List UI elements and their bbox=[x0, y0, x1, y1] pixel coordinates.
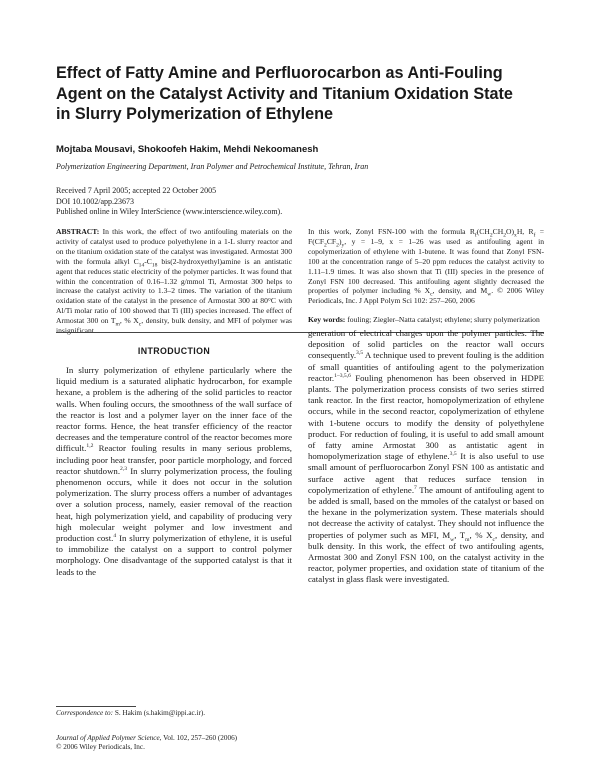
abstract-text: . © 2006 Wiley Periodicals, Inc. J Appl Polym Sci 102: 257–260, 2006 bbox=[308, 286, 545, 306]
abstract-text: = F(CF bbox=[308, 227, 544, 246]
subscript: 14 bbox=[138, 262, 145, 269]
body-text: In slurry polymerization of ethylene particularly where the liquid medium is a saturated aliphatic hydrocarbon, for example hexane, a problem is the adhering of the solid particles to reactor walls. When fouling occurs, the smoothness of the wall surface of the reactor is lost and a polymer layer on the inner face of the reactor forms. Hence, the heat transfer efficiency of the reactor decreases and the temperature control of the reactor becomes more difficult. bbox=[56, 365, 292, 454]
body-left-column bbox=[56, 365, 292, 578]
abstract-text: , density, and M bbox=[432, 286, 488, 296]
citation: 4 bbox=[113, 533, 117, 540]
citation: 7 bbox=[414, 484, 417, 491]
journal-name: Journal of Applied Polymer Science, bbox=[56, 734, 162, 742]
subscript: m bbox=[465, 536, 470, 543]
body-text: It is also useful to use small amount of perfluorocarbon Zonyl FSN 100 as antistatic and surface active agent that reduces surface tension in copolymerization of ethylene. bbox=[308, 451, 544, 495]
abstract-text: , density, bulk density, and MFI of polymer was insignificant. bbox=[56, 316, 292, 336]
keywords-label: Key words: bbox=[308, 315, 346, 325]
journal-copyright: © 2006 Wiley Periodicals, Inc. bbox=[56, 743, 145, 752]
abstract-text: O) bbox=[506, 227, 515, 236]
subscript: 18 bbox=[151, 262, 158, 269]
body-paragraph bbox=[56, 365, 292, 578]
journal-volume: Vol. 102, 257–260 (2006) bbox=[161, 734, 238, 742]
subscript: c bbox=[138, 321, 142, 328]
subscript: m bbox=[115, 321, 120, 328]
body-text: generation of electrical charges upon the polymer particles. The deposition of solid particles on the reactor wall occurs consequently. bbox=[308, 328, 544, 361]
abstract-text: , % X bbox=[119, 316, 139, 326]
author-list: Mojtaba Mousavi, Shokoofeh Hakim, Mehdi Nekoomanesh bbox=[56, 144, 319, 155]
body-text: A technique used to prevent fouling is the addition of small quantities of antifouling agent to the polymerization reactor. bbox=[308, 350, 544, 383]
abstract-text: H, R bbox=[516, 227, 534, 236]
body-text: Fouling phenomenon has been observed in HDPE plants. The polymerization process consists of two series stirred tank reactor. In the first reactor, homopolymerization of ethylene occurs, while in the second reactor, copolymerization of ethylene with 1-butene occurs to modify the density of polyethylene product. For reduction of fouling, it is useful to add small amount of fatty amine Armostat 300 as antistatic agent in homopolymerization stage of ethylene. bbox=[308, 372, 544, 462]
subscript: w bbox=[487, 291, 492, 298]
body-text: Reactor fouling results in many serious problems, including poor heat transfer, poor particle morphology, and forced reactor shutdown. bbox=[56, 443, 292, 476]
subscript: f bbox=[533, 232, 536, 239]
subscript: c bbox=[492, 536, 495, 543]
abstract-text: ) bbox=[338, 236, 342, 246]
keywords bbox=[308, 315, 544, 325]
subscript: 2 bbox=[336, 242, 339, 249]
abstract-text: CH bbox=[492, 227, 504, 236]
subscript: 2 bbox=[324, 242, 327, 249]
abstract-left-column bbox=[56, 227, 292, 336]
body-paragraph bbox=[308, 328, 544, 586]
received-date: Received 7 April 2005; accepted 22 October 2005 bbox=[56, 186, 217, 195]
subscript: f bbox=[474, 232, 477, 239]
abstract-right-column bbox=[308, 227, 544, 325]
abstract-text: , y = 1–9, x = 1–26 was used as antifouling agent in copolymerization of ethylene with 1-butene. It was found that Zonyl FSN-100 at the concentration range of 5–20 ppm reduces the catalyst activity to 1.11–1.9 times. It was also shown that Ti (III) species in the presence of Zonyl FSN 100 decreased. This antifouling agent slightly decreased the properties of polymer including % X bbox=[308, 236, 544, 296]
footnote-label: Correspondence to: bbox=[56, 709, 114, 717]
correspondence-footnote bbox=[56, 709, 205, 717]
abstract-text: (CH bbox=[476, 227, 490, 236]
body-text: , density, and bulk density. In this work, the effect of two antifouling agents, Armostat 300 and Zonyl FSN 100, on the catalyst activity in the reactor, polymer properties, and oxidation state of titanium of the catalyst in glass flask were investigated. bbox=[308, 529, 544, 585]
citation: 3,5 bbox=[356, 350, 364, 357]
body-text: In slurry polymerization of ethylene, it is useful to immobilize the catalyst on a support to control polymer morphology. One disadvantage of the supported catalyst is that it leads to the bbox=[56, 533, 292, 577]
subscript: c bbox=[430, 291, 433, 298]
journal-citation bbox=[56, 734, 237, 743]
subscript: w bbox=[450, 536, 455, 543]
subscript: y bbox=[341, 242, 345, 249]
citation: 2,3 bbox=[120, 465, 128, 472]
subscript: 2 bbox=[489, 232, 493, 239]
abstract-text: CF bbox=[326, 236, 337, 246]
paper-title: Effect of Fatty Amine and Perfluorocarbon as Anti-Fouling Agent on the Catalyst Activity and Titanium Oxidation State in Slurry Polymerization of Ethylene bbox=[56, 64, 513, 123]
body-text: In slurry polymerization process, the fouling phenomenon occurs, while it does not occur in the solution polymerization. The slurry process offers a number of advantages over a solution process, namely, easier removal of the reaction heat, high polymerization yield, and capability of producing very high molecular weight polymer and low investment and production cost. bbox=[56, 465, 292, 544]
abstract-text: In this work, Zonyl FSN-100 with the formula R bbox=[308, 227, 475, 236]
doi: DOI 10.1002/app.23673 bbox=[56, 196, 134, 206]
journal-info bbox=[56, 734, 237, 753]
footnote-divider bbox=[56, 706, 136, 707]
body-text: , % X bbox=[469, 529, 493, 540]
subscript: 2 bbox=[503, 232, 507, 239]
footnote-text: S. Hakim (s.hakim@ippi.ac.ir). bbox=[113, 709, 206, 717]
abstract-paragraph bbox=[308, 227, 544, 306]
citation: 3,5 bbox=[449, 451, 457, 458]
abstract-text: -C bbox=[144, 256, 152, 266]
published-online: Published online in Wiley InterScience (www.interscience.wiley.com). bbox=[56, 207, 283, 217]
body-text: The amount of antifouling agent to be added is small, based on the mmoles of the catalyst or based on the hexane in the polymerization system. These materials should not decrease the activity of catalyst. They should not influence the properties of polymer such as MFI, M bbox=[308, 484, 544, 540]
section-heading-introduction: INTRODUCTION bbox=[137, 346, 211, 356]
abstract-text: bis(2-hydroxyethyl)amine is an antistatic agent that reduces static electricity of the polymer particles. It was found that within the concentration of 0.16–1.32 g/mmol Ti, Armostat 300 helps to increase the catalyst activity to 1.3–2 times. The variation of the titanium oxidation state of the catalyst in the presence of Armostat 300 at 80°C with Al/Ti molar ratio of 100 showed that Ti (III) species increased. The effect of Armostat 300 on T bbox=[56, 256, 292, 326]
body-right-column bbox=[308, 328, 544, 586]
citation: 1,2 bbox=[86, 443, 94, 450]
keywords-text: fouling; Ziegler–Natta catalyst; ethylene; slurry polymerization bbox=[345, 315, 540, 325]
affiliation: Polymerization Engineering Department, Iran Polymer and Petrochemical Institute, Tehran, Iran bbox=[56, 162, 369, 171]
citation: 1–3,5,6 bbox=[334, 372, 351, 379]
abstract-text: In this work, the effect of two antifouling materials on the activity of catalyst used to produce polyethylene in a 1-L slurry reactor and on the titanium oxidation state of the catalyst was investigated. Armostat 300 with the formula alkyl C bbox=[56, 227, 292, 266]
subscript: x bbox=[514, 232, 517, 239]
abstract-label: ABSTRACT: bbox=[56, 227, 100, 236]
publication-dates bbox=[56, 186, 282, 218]
body-text: , T bbox=[454, 529, 466, 540]
